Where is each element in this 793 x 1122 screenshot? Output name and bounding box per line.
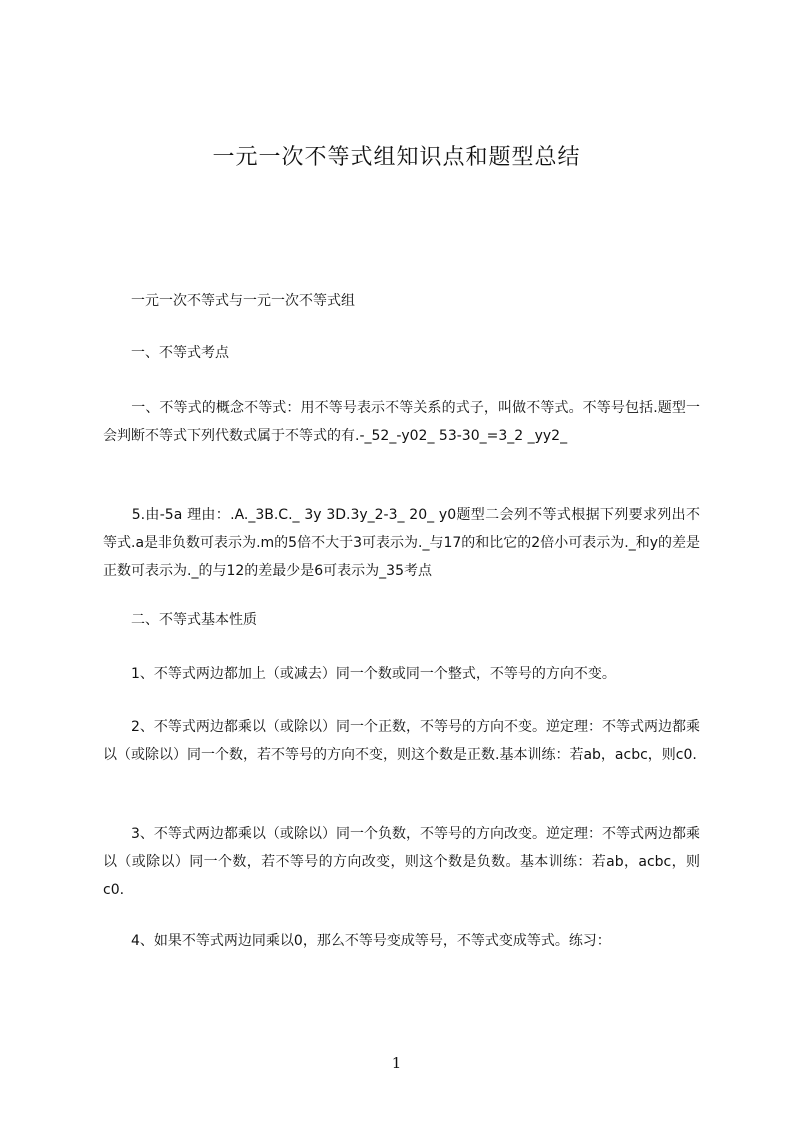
body-paragraph: 5.由-5a 理由：.A._3B.C._ 3y 3D.3y_2-3_ 20_ y0题型二会列不等式根据下列要求列出不等式.a是非负数可表示为.m的5倍不大于3可表示为._与17的和比它的2倍小可表示为._和y的差是正数可表示为._的与12的差最少是6可表示为_35考点 [103, 507, 700, 579]
section-heading: 一元一次不等式与一元一次不等式组 [103, 293, 355, 309]
body-paragraph: 4、如果不等式两边同乘以0，那么不等号变成等号，不等式变成等式。练习： [103, 933, 611, 949]
section-heading: 一、不等式考点 [103, 345, 229, 361]
body-paragraph: 3、不等式两边都乘以（或除以）同一个负数，不等号的方向改变。逆定理：不等式两边都乘以（或除以）同一个数，若不等号的方向改变，则这个数是负数。基本训练：若ab，acbc，则c0. [103, 826, 700, 898]
body-paragraph: 2、不等式两边都乘以（或除以）同一个正数，不等号的方向不变。逆定理：不等式两边都乘以（或除以）同一个数，若不等号的方向不变，则这个数是正数.基本训练：若ab，acbc，则c0. [103, 719, 700, 763]
body-paragraph: 一、不等式的概念不等式：用不等号表示不等关系的式子，叫做不等式。不等号包括.题型一会判断不等式下列代数式属于不等式的有.-_52_-y02_ 53-30_=3_2 _yy2_ [103, 400, 700, 444]
page-number: 1 [391, 1054, 402, 1072]
document-title: 一元一次不等式组知识点和题型总结 [212, 145, 581, 170]
section-heading: 二、不等式基本性质 [103, 612, 257, 628]
body-paragraph: 1、不等式两边都加上（或减去）同一个数或同一个整式，不等号的方向不变。 [103, 666, 616, 682]
